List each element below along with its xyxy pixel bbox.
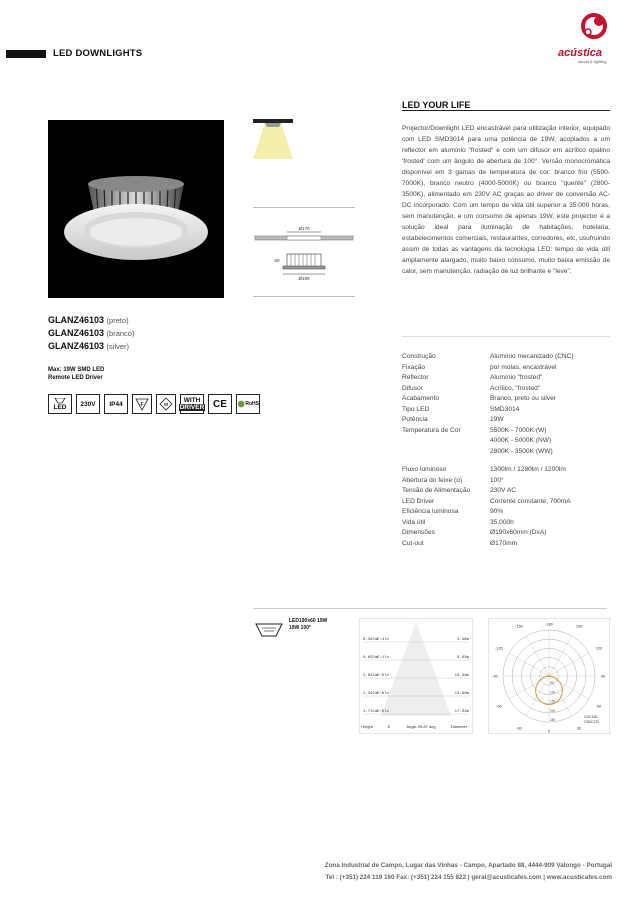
spec-key: Vida útil (402, 518, 426, 526)
badge-label: CE (213, 398, 227, 410)
spec-value (490, 405, 612, 416)
spec-row (402, 373, 612, 384)
footer-contacts: Tel : (+351) 224 119 160 Fax: (+351) 224 155 822 | geral@acusticafes.com | www.acusticafes.com (325, 874, 612, 881)
spec-row (402, 384, 612, 395)
illuminance-right-label: 17.32m (454, 710, 469, 714)
led-badge (48, 394, 72, 414)
spec-value-line: Alumínio "frosted" (490, 374, 543, 381)
spec-value-line: Acrílico, "frosted" (490, 384, 541, 392)
spec-value-line: SMD3014 (490, 405, 520, 413)
polar-angle-label: -90 (492, 674, 498, 679)
illuminance-right-label: 3.46m (456, 638, 469, 642)
spec-row (402, 476, 612, 487)
illuminance-right-label: 6.93m (456, 656, 469, 660)
downlight-image (48, 120, 224, 298)
spec-key: Temperatura de Cor (402, 426, 461, 434)
spec-value-line: Alumínio mecanizado (CNC) (490, 353, 574, 360)
f-mark-badge (132, 394, 152, 414)
product-code: GLANZ46103 (48, 341, 105, 351)
spec-value-line: 230V AC (490, 487, 517, 494)
brand-name: acústica (558, 47, 603, 59)
polar-angle-label: 90 (600, 674, 606, 679)
class-iii-icon (159, 397, 173, 411)
spec-value (490, 528, 612, 539)
polar-angle-label: -120 (495, 646, 503, 651)
illuminance-footer-label: E (387, 724, 391, 729)
illuminance-footer-label: Angle 99.87 deg (406, 724, 436, 729)
spec-note (48, 366, 104, 382)
light-beam-icon (253, 119, 293, 159)
spec-row (402, 415, 612, 426)
illuminance-diagram (359, 618, 473, 734)
badge-label: DRIVER (179, 404, 205, 411)
spec-value-line: 35.000h (490, 518, 514, 526)
spec-value (490, 465, 612, 476)
illuminance-right-label: 10.39m (454, 674, 469, 678)
spec-value-line: 90% (490, 508, 504, 515)
with-driver-badge (180, 394, 204, 414)
ce-badge (208, 394, 232, 414)
polar-radial-label: 150 (550, 699, 556, 704)
rohs-icon (237, 399, 245, 409)
footer (200, 860, 612, 884)
illuminance-mid-label: E:1lx (377, 656, 390, 660)
product-variant: (silver) (106, 342, 130, 351)
spec-value-line: Ø190x60mm (DxA) (490, 529, 547, 536)
brand-tagline: sound & lighting (578, 59, 607, 64)
illuminance-left-label: 1.04lm (363, 674, 378, 678)
spec-key: Reflector (402, 374, 429, 381)
badge-label: WITH (183, 397, 201, 404)
product-variant: (preto) (106, 316, 129, 325)
section-divider (402, 336, 610, 337)
spec-value-line: 5500K - 7000K (W) (490, 426, 547, 434)
spec-value-line: 4000K - 5000K (NW) (490, 437, 552, 444)
spec-value (490, 426, 612, 458)
polar-diagram (488, 618, 610, 734)
badge-label: III (164, 402, 168, 407)
badge-label: IP44 (109, 400, 123, 408)
class-iii-badge (156, 394, 176, 414)
spec-key: Abertura do feixe (α) (402, 476, 463, 484)
illuminance-mid-label: E:0lx (377, 674, 390, 678)
spec-note-line: Remote LED Driver (48, 375, 103, 381)
polar-radial-label: 200 (550, 708, 556, 713)
illuminance-left-label: 0.39lm (363, 638, 378, 642)
downlight-profile-icon (254, 620, 284, 642)
polar-angle-label: -30 (516, 726, 522, 731)
polar-angle-label: 150 (575, 624, 583, 629)
spec-key: Acabamento (402, 395, 440, 402)
illuminance-footer-label: Diameter (450, 724, 468, 729)
lamp-label-line: LED190x60 19W (289, 618, 328, 624)
lamp-label (289, 618, 327, 632)
spec-row (402, 363, 612, 374)
spec-key: Tensão de Alimentação (402, 487, 471, 494)
spec-key: Tipo LED (402, 405, 430, 413)
product-code-row (48, 314, 134, 327)
spec-table (402, 352, 612, 549)
spec-value (490, 384, 612, 395)
section-divider (253, 608, 607, 609)
product-code-row (48, 327, 134, 340)
spec-value (490, 518, 612, 529)
product-code: GLANZ46103 (48, 315, 105, 325)
beam-angle-icon (253, 119, 293, 159)
polar-angle-label: 120 (595, 646, 603, 651)
spec-row (402, 465, 612, 476)
spec-key: LED Driver (402, 497, 435, 505)
description-text: Projector/Downlight LED encastrável para utilização interior, equipado com LED SMD3014 para uma potência de 19W, acoplados a um reflector em alumínio "frosted" e com um difusor em acrílico opalino 'frosted' com um ângulo de abertura de 100°. Versão monocromática disponível em 3 gamas de temperatura de cor: branco frio (5500-7000K), branco neutro (4000-5000K) ou branco "quente" (2800-3500K), alimentado em 230V AC graças ao driver de conversão AC-DC incorporado. Com um tempo de vida útil superior a 35.000 horas, sem manutenção, e um consumo de apenas 19W, este projector é a solução ideal para iluminação de habitações, hotelaria, estabelecimentos comerciais, restaurantes, corredores, etc, usufruindo assim de todas as vantagens da tecnologia LED: tempo de vida útil amplamente alargado, muito baixo consumo, muito baixa emissão de calor, sem manutenção, radiação de luz brilhante e "leve". (402, 125, 610, 275)
spec-value-line: 1300lm / 1280lm / 1200lm (490, 466, 566, 473)
spec-value-line: Corrente constante, 700mA (490, 497, 571, 505)
illuminance-left-label: 1.39lm (363, 692, 378, 696)
dim-side-label: 60 (274, 258, 280, 263)
voltage-badge (76, 394, 100, 414)
polar-legend-label: C0/C180 (584, 715, 598, 719)
footer-address: Zona Industrial de Campo, Lugar das Vinhas - Campo, Apartado 88, 4444-909 Valongo - Portugal (324, 862, 612, 869)
product-photo (48, 120, 224, 298)
spec-row (402, 486, 612, 497)
spec-value (490, 415, 612, 426)
polar-radial-label: 50 (550, 681, 554, 686)
spec-row (402, 507, 612, 518)
spec-value (490, 352, 612, 363)
brand-logo-icon (558, 10, 630, 46)
ip-rating-badge (104, 394, 128, 414)
section-title: LED DOWNLIGHTS (53, 48, 143, 59)
illuminance-left-label: 1.73lm (363, 710, 378, 714)
header-bar (6, 50, 46, 58)
dim-bottom-label: Ø190 (298, 276, 310, 281)
lamp-profile-icon (254, 620, 284, 642)
polar-angle-label: 30 (576, 726, 582, 731)
product-code: GLANZ46103 (48, 328, 105, 338)
spec-row (402, 352, 612, 363)
illuminance-footer-label: Height (361, 724, 373, 729)
polar-angle-label: -60 (496, 704, 502, 709)
spec-row (402, 539, 612, 550)
badge-label: F (140, 402, 144, 408)
polar-legend-label: C90/C270 (584, 720, 600, 724)
spec-key: Eficiência luminosa (402, 508, 459, 515)
spec-value (490, 363, 612, 374)
spec-value-line: 19W (490, 416, 504, 423)
spec-key: Difusor (402, 384, 423, 392)
product-code-row (48, 340, 134, 353)
spec-value-line: 2800K - 3500K (WW) (490, 447, 553, 455)
spec-key: Potência (402, 416, 428, 423)
spec-key: Construção (402, 353, 436, 360)
spec-value (490, 507, 612, 518)
spec-value (490, 497, 612, 508)
f-mark-icon (135, 397, 149, 411)
spec-row (402, 497, 612, 508)
spec-row (402, 528, 612, 539)
spec-key: Fixação (402, 363, 426, 371)
spec-row (402, 405, 612, 416)
spec-value-line: 100° (490, 476, 504, 484)
polar-radial-label: 250 (550, 718, 556, 722)
spec-row (402, 518, 612, 529)
spec-value-line: por molas, encastrável (490, 363, 557, 371)
product-variant: (branco) (106, 329, 135, 338)
badge-label: LED (53, 403, 67, 411)
dimension-diagram (253, 208, 355, 296)
dimension-drawing (253, 207, 355, 297)
certification-badges (48, 394, 260, 416)
polar-angle-label: 60 (596, 704, 602, 709)
spec-value (490, 486, 612, 497)
description-heading: LED YOUR LIFE (402, 100, 471, 110)
polar-angle-label: -150 (515, 624, 523, 629)
illuminance-mid-label: E:4lx (377, 638, 390, 642)
spec-value (490, 476, 612, 487)
spec-value-line: Branco, preto ou silver (490, 395, 556, 402)
spec-row (402, 394, 612, 405)
spec-value-line: Ø170mm (490, 539, 518, 547)
spec-row (402, 457, 612, 465)
lamp-label-line: 19W 100° (289, 625, 312, 631)
spec-key: Dimensões (402, 529, 435, 536)
illuminance-left-label: 0.69lm (363, 656, 378, 660)
brand-logo (558, 10, 630, 70)
illuminance-mid-label: E:0lx (377, 710, 390, 714)
polar-radial-label: 100 (550, 690, 556, 695)
polar-curve (488, 618, 610, 734)
heading-divider (402, 110, 610, 111)
spec-value (490, 373, 612, 384)
rohs-badge (236, 394, 260, 414)
illuminance-mid-label: E:0lx (377, 692, 390, 696)
spec-value (490, 394, 612, 405)
spec-key: Cut-out (402, 539, 424, 547)
illuminance-right-label: 13.86m (454, 692, 469, 696)
polar-angle-label: -180 (545, 622, 553, 627)
badge-label: 230V (80, 400, 96, 408)
polar-angle-label: 0 (547, 729, 551, 734)
product-codes (48, 314, 134, 353)
spec-note-line: Max: 19W SMD LED (48, 367, 105, 373)
dim-top-label: Ø170 (298, 226, 310, 231)
badge-label: RoHS (245, 401, 259, 407)
spec-key: Fluxo luminoso (402, 466, 447, 473)
spec-value (490, 539, 612, 550)
spec-row (402, 426, 612, 458)
illuminance-cone (359, 618, 473, 734)
